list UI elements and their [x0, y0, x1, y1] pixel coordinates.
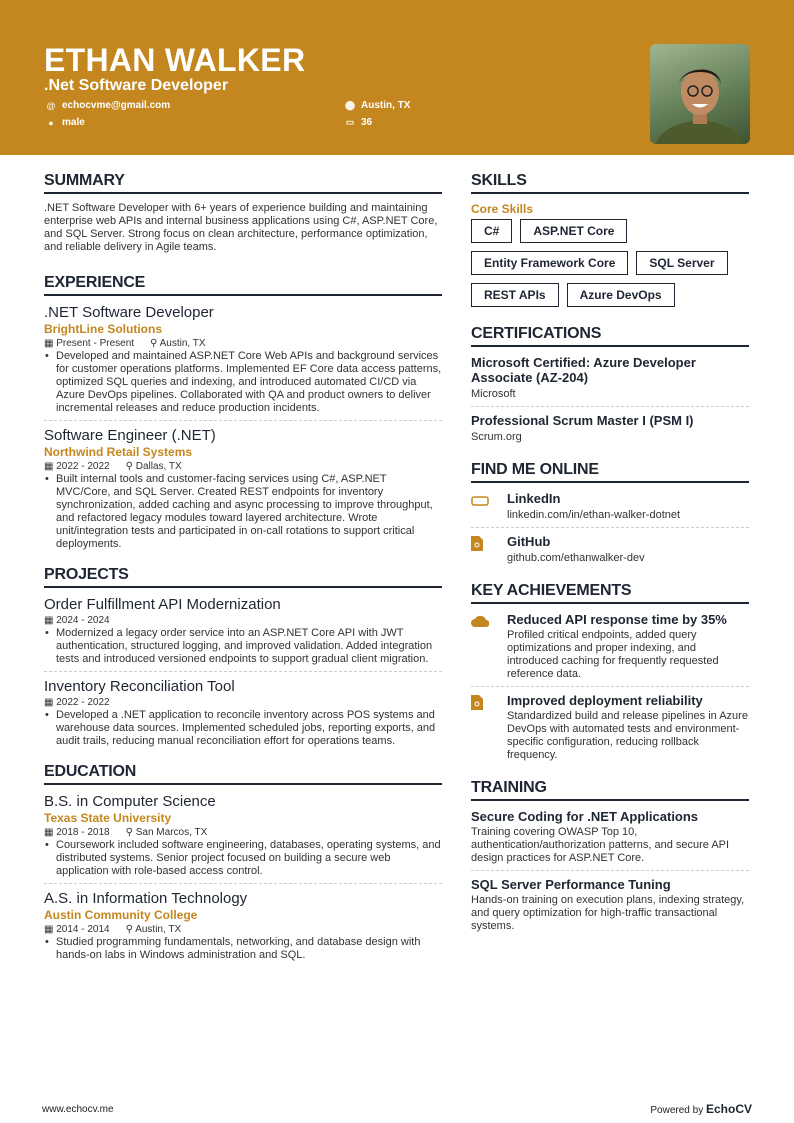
- profile-photo: [650, 44, 750, 144]
- experience-item: [44, 304, 442, 421]
- certification-item: [471, 413, 749, 449]
- calendar-icon: ▦: [44, 461, 57, 472]
- achievement-item: [471, 693, 749, 767]
- education-location: Austin, TX: [135, 924, 182, 935]
- job-meta: [44, 337, 442, 350]
- job-title: Software Engineer (.NET): [44, 427, 216, 444]
- candidate-role: .Net Software Developer: [44, 77, 229, 94]
- education-meta: [44, 923, 442, 936]
- calendar-icon: ▦: [44, 827, 57, 838]
- project-item: [44, 596, 442, 672]
- project-bullet: • Developed a .NET application to reconcile inventory across POS systems and warehouse data sources. Implemented scheduled jobs, reporting exports, and audit trails, reducing manual reconciliation effort for operations teams.: [44, 709, 442, 748]
- location-text: Austin, TX: [361, 100, 411, 111]
- training-item: [471, 877, 749, 938]
- skill-tag: SQL Server: [636, 251, 727, 275]
- skill-tag: REST APIs: [471, 283, 559, 307]
- left-column: [44, 172, 442, 973]
- certification-item: [471, 355, 749, 407]
- education-bullet: • Studied programming fundamentals, networking, and database design with hands-on labs in Windows administration and SQL.: [44, 936, 442, 962]
- skills-subtitle: Core Skills: [471, 202, 534, 216]
- experience-heading: EXPERIENCE: [44, 274, 442, 296]
- projects-heading: PROJECTS: [44, 566, 442, 588]
- project-bullet: • Modernized a legacy order service into an ASP.NET Core API with JWT authentication, structured logging, and improved validation. Added integration tests and introduced versioned endpoints to support gradual client migration.: [44, 627, 442, 666]
- calendar-icon: ▦: [44, 615, 57, 626]
- email-text: echocvme@gmail.com: [62, 100, 171, 111]
- linkedin-icon: [471, 491, 493, 522]
- education-dates: 2018 - 2018: [56, 827, 110, 838]
- cloud-icon: [471, 612, 493, 681]
- training-desc: Hands-on training on execution plans, indexing strategy, and query optimization for high-traffic transactional systems.: [471, 894, 745, 932]
- candidate-name: ETHAN WALKER: [44, 42, 306, 78]
- calendar-icon: ▦: [44, 697, 57, 708]
- project-title: Order Fulfillment API Modernization: [44, 596, 281, 613]
- achievement-desc: Profiled critical endpoints, added query optimizations and proper indexing, and introduced caching for frequently requested reference data.: [507, 629, 719, 680]
- job-bullet: • Built internal tools and customer-facing services using C#, ASP.NET MVC/Core, and SQL Server. Created REST endpoints for inventory synchronization, added caching and async processing to improve throughput, and refactored legacy modules toward layered architecture. Wrote unit/integration tests and participated in on-call rotations to support critical deployments.: [44, 473, 442, 551]
- gender-contact: [46, 117, 85, 128]
- achievement-name: Reduced API response time by 35%: [507, 612, 727, 627]
- summary-text: .NET Software Developer with 6+ years of experience building and maintaining enterprise web APIs and internal business applications using C#, ASP.NET Core, and SQL Server. Strong focus on clean architecture, performance optimization, and reliable delivery in Agile teams.: [44, 202, 438, 253]
- certification-name: Microsoft Certified: Azure Developer Associate (AZ-204): [471, 355, 696, 385]
- calendar-icon: ▦: [44, 924, 57, 935]
- online-url[interactable]: github.com/ethanwalker-dev: [507, 552, 645, 564]
- certification-name: Professional Scrum Master I (PSM I): [471, 413, 694, 428]
- footer-site[interactable]: www.echocv.me: [42, 1104, 114, 1115]
- online-url[interactable]: linkedin.com/in/ethan-walker-dotnet: [507, 509, 681, 521]
- job-dates: Present - Present: [56, 338, 135, 349]
- achievement-item: [471, 612, 749, 687]
- project-title: Inventory Reconciliation Tool: [44, 678, 235, 695]
- skill-tag: C#: [471, 219, 512, 243]
- company-name: Northwind Retail Systems: [44, 445, 193, 459]
- file-search-icon: [471, 693, 493, 762]
- school-name: Texas State University: [44, 811, 172, 825]
- education-bullet: • Coursework included software engineering, databases, operating systems, and distributed systems. Senior project focused on building a secure web application with role-based access control.: [44, 839, 442, 878]
- job-meta: [44, 460, 442, 473]
- project-meta: [44, 614, 442, 627]
- map-pin-icon: ⬤: [345, 100, 356, 110]
- job-title: .NET Software Developer: [44, 304, 214, 321]
- email-contact: [46, 100, 170, 111]
- powered-by-text: Powered by: [650, 1105, 704, 1116]
- calendar-icon: ▦: [44, 338, 57, 349]
- job-bullet: • Developed and maintained ASP.NET Core Web APIs and background services for customer operations platforms. Implemented EF Core data access patterns, optimized SQL queries and indexing, and introduced automated CI/CD via Azure DevOps pipelines. Collaborated with QA and product owners to deliver incremental releases and reduce production incidents.: [44, 350, 442, 415]
- job-dates: 2022 - 2022: [56, 461, 110, 472]
- skill-tag: Entity Framework Core: [471, 251, 628, 275]
- age-text: 36: [361, 117, 373, 128]
- map-pin-icon: ⚲: [125, 461, 136, 472]
- user-icon: ●: [48, 117, 54, 128]
- training-heading: TRAINING: [471, 779, 749, 801]
- age-contact: [345, 117, 372, 128]
- certifications-heading: CERTIFICATIONS: [471, 325, 749, 347]
- education-dates: 2014 - 2014: [56, 924, 110, 935]
- degree-title: B.S. in Computer Science: [44, 793, 216, 810]
- education-item: [44, 793, 442, 884]
- training-desc: Training covering OWASP Top 10, authentication/authorization patterns, and secure API design practices for ASP.NET Core.: [471, 826, 730, 864]
- certification-issuer: Scrum.org: [471, 431, 522, 443]
- online-item-linkedin[interactable]: [471, 491, 749, 528]
- achievements-heading: KEY ACHIEVEMENTS: [471, 582, 749, 604]
- right-column: [471, 172, 749, 944]
- header: [0, 0, 794, 155]
- online-name: GitHub: [507, 534, 551, 549]
- footer-powered: [650, 1102, 752, 1116]
- map-pin-icon: ⚲: [150, 338, 160, 349]
- online-name: LinkedIn: [507, 491, 561, 506]
- training-name: Secure Coding for .NET Applications: [471, 809, 699, 824]
- gender-text: male: [62, 117, 85, 128]
- experience-item: [44, 427, 442, 556]
- training-item: [471, 809, 749, 871]
- skills-heading: SKILLS: [471, 172, 749, 194]
- education-heading: EDUCATION: [44, 763, 442, 785]
- location-contact: [345, 100, 410, 111]
- calendar-icon: ▭: [345, 117, 355, 127]
- online-heading: FIND ME ONLINE: [471, 461, 749, 483]
- degree-title: A.S. in Information Technology: [44, 890, 248, 907]
- at-icon: @: [46, 100, 56, 111]
- achievement-name: Improved deployment reliability: [507, 693, 703, 708]
- project-dates: 2024 - 2024: [56, 615, 110, 626]
- project-meta: [44, 696, 442, 709]
- certification-issuer: Microsoft: [471, 388, 516, 400]
- project-dates: 2022 - 2022: [56, 697, 110, 708]
- skill-tags: [471, 219, 749, 307]
- education-location: San Marcos, TX: [135, 827, 208, 838]
- map-pin-icon: ⚲: [125, 924, 136, 935]
- company-name: BrightLine Solutions: [44, 322, 162, 336]
- file-search-icon: [471, 534, 493, 565]
- brand-name: EchoCV: [705, 1102, 752, 1116]
- training-name: SQL Server Performance Tuning: [471, 877, 671, 892]
- job-location: Dallas, TX: [135, 461, 182, 472]
- project-item: [44, 678, 442, 753]
- skill-tag: ASP.NET Core: [520, 219, 627, 243]
- summary-heading: SUMMARY: [44, 172, 442, 194]
- education-item: [44, 890, 442, 967]
- skill-tag: Azure DevOps: [567, 283, 675, 307]
- map-pin-icon: ⚲: [125, 827, 136, 838]
- job-location: Austin, TX: [159, 338, 206, 349]
- school-name: Austin Community College: [44, 908, 198, 922]
- online-item-github[interactable]: [471, 534, 749, 570]
- education-meta: [44, 826, 442, 839]
- achievement-desc: Standardized build and release pipelines in Azure DevOps with automated tests and environment-specific configuration, reducing rollback frequency.: [507, 710, 748, 761]
